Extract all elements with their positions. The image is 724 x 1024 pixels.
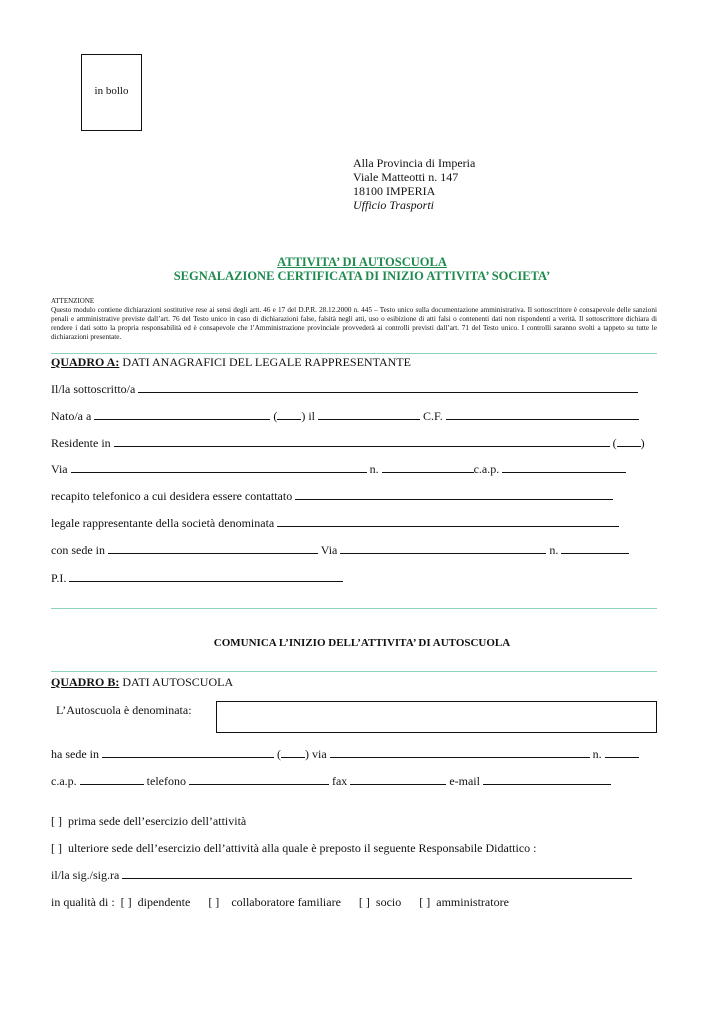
company-number-label: n. bbox=[549, 543, 559, 557]
company-street-field[interactable] bbox=[340, 543, 546, 554]
row-recapito bbox=[51, 489, 657, 503]
prov-open: ( bbox=[612, 436, 617, 450]
b-province-field[interactable] bbox=[281, 747, 305, 758]
quadro-b-heading bbox=[51, 675, 233, 690]
divider bbox=[51, 671, 657, 672]
residence-province-field[interactable] bbox=[617, 436, 641, 447]
birth-province-field[interactable] bbox=[277, 409, 301, 420]
row-via bbox=[51, 462, 657, 476]
row-residente bbox=[51, 436, 657, 450]
comunica-heading: COMUNICA L’INIZIO DELL’ATTIVITA’ DI AUTOSCUOLA bbox=[213, 637, 511, 649]
checkbox-amministratore[interactable]: [ ] bbox=[419, 895, 431, 909]
address-line-1: Alla Provincia di Imperia bbox=[353, 156, 476, 170]
dipendente-label: dipendente bbox=[137, 895, 191, 909]
birthdate-field[interactable] bbox=[318, 409, 420, 420]
address-line-2: Viale Matteotti n. 147 bbox=[353, 170, 459, 184]
autoscuola-name-field[interactable] bbox=[216, 701, 657, 733]
quadro-b-title: DATI AUTOSCUOLA bbox=[122, 675, 234, 689]
prov-close: ) bbox=[301, 409, 306, 423]
checkbox-socio[interactable]: [ ] bbox=[358, 895, 370, 909]
checkbox-prima-sede[interactable]: [ ] bbox=[51, 814, 62, 828]
b-phone-label: telefono bbox=[146, 774, 186, 788]
b-cap-field[interactable] bbox=[80, 774, 144, 785]
collaboratore-label: collaboratore familiare bbox=[231, 895, 341, 909]
stamp-label: in bollo bbox=[94, 85, 129, 97]
document-title-1: ATTIVITA’ DI AUTOSCUOLA bbox=[277, 255, 447, 269]
via-label: Via bbox=[51, 462, 68, 476]
cap-label: c.a.p. bbox=[473, 462, 500, 476]
row-legale bbox=[51, 516, 657, 530]
recapito-label: recapito telefonico a cui desidera essere contattato bbox=[51, 489, 293, 503]
cf-field[interactable] bbox=[446, 409, 639, 420]
sig-label: il/la sig./sig.ra bbox=[51, 868, 120, 882]
autoscuola-name-label: L’Autoscuola è denominata: bbox=[56, 703, 192, 717]
quadro-a-label: QUADRO A: bbox=[51, 355, 120, 369]
sede-label: con sede in bbox=[51, 543, 105, 557]
row-b-contacts bbox=[51, 774, 657, 788]
row-nato bbox=[51, 409, 657, 423]
number-label: n. bbox=[369, 462, 379, 476]
qualita-label: in qualità di : bbox=[51, 895, 115, 909]
row-sottoscritto bbox=[51, 382, 657, 396]
row-sig bbox=[51, 868, 657, 882]
notice-text: Questo modulo contiene dichiarazioni sostitutive rese ai sensi degli artt. 46 e 17 del D.P.R. 28.12.2000 n. 445 – Testo unico sulla documentazione amministrativa. Il sottoscrittore è consapevole delle sanzioni penali e amministrative previste dall’art. 76 del Testo unico in caso di dichiarazioni false, falsità negli atti, uso o esibizione di atti falsi o contenenti dati non rispondenti a verità. Il sottoscrittore dichiara di rendere i dati sotto la propria responsabilità ed è consapevole che l’Amministrazione provinciale provvederà ai controlli previsti dall’art. 71 del Testo unico. I controlli saranno svolti a tappeto su tutte le dichiarazioni presentate. bbox=[51, 306, 657, 341]
row-b-sede bbox=[51, 747, 657, 761]
divider bbox=[51, 608, 657, 609]
revenue-stamp-box bbox=[81, 54, 142, 131]
nato-label: Nato/a a bbox=[51, 409, 92, 423]
socio-label: socio bbox=[375, 895, 402, 909]
prov-close: ) bbox=[640, 436, 645, 450]
b-fax-label: fax bbox=[331, 774, 348, 788]
residente-label: Residente in bbox=[51, 436, 111, 450]
divider bbox=[51, 353, 657, 354]
pi-label: P.I. bbox=[51, 571, 67, 585]
b-email-label: e-mail bbox=[449, 774, 480, 788]
company-city-field[interactable] bbox=[108, 543, 318, 554]
birthplace-field[interactable] bbox=[94, 409, 270, 420]
prov-close: ) bbox=[304, 747, 309, 761]
responsabile-name-field[interactable] bbox=[122, 868, 632, 879]
prov-open: ( bbox=[276, 747, 281, 761]
document-title-2: SEGNALAZIONE CERTIFICATA DI INIZIO ATTIVITA’ SOCIETA’ bbox=[173, 269, 551, 283]
street-field[interactable] bbox=[71, 462, 367, 473]
checkbox-collaboratore[interactable]: [ ] bbox=[208, 895, 220, 909]
recipient-address bbox=[353, 156, 475, 212]
notice-heading: ATTENZIONE bbox=[51, 297, 95, 305]
company-name-field[interactable] bbox=[277, 516, 619, 527]
cap-field[interactable] bbox=[502, 462, 626, 473]
vat-field[interactable] bbox=[69, 571, 343, 582]
address-line-4: Ufficio Trasporti bbox=[353, 198, 435, 212]
legale-label: legale rappresentante della società denominata bbox=[51, 516, 275, 530]
b-email-field[interactable] bbox=[483, 774, 611, 785]
checkbox-ulteriore-sede[interactable]: [ ] bbox=[51, 841, 62, 855]
b-phone-field[interactable] bbox=[189, 774, 329, 785]
b-cap-label: c.a.p. bbox=[51, 774, 77, 788]
b-number-field[interactable] bbox=[605, 747, 639, 758]
sottoscritto-label: Il/la sottoscritto/a bbox=[51, 382, 136, 396]
option-prima-sede[interactable] bbox=[51, 814, 657, 828]
ulteriore-sede-label: ulteriore sede dell’esercizio dell’attività alla quale è preposto il seguente Responsabile Didattico : bbox=[68, 841, 537, 855]
b-street-field[interactable] bbox=[330, 747, 590, 758]
b-fax-field[interactable] bbox=[350, 774, 446, 785]
street-number-field[interactable] bbox=[382, 462, 474, 473]
b-number-label: n. bbox=[592, 747, 602, 761]
quadro-b-label: QUADRO B: bbox=[51, 675, 120, 689]
address-line-3: 18100 IMPERIA bbox=[353, 184, 436, 198]
il-label: il bbox=[308, 409, 315, 423]
option-ulteriore-sede[interactable] bbox=[51, 841, 657, 855]
checkbox-dipendente[interactable]: [ ] bbox=[120, 895, 132, 909]
company-via-label: Via bbox=[320, 543, 338, 557]
b-sede-label: ha sede in bbox=[51, 747, 99, 761]
sottoscritto-field[interactable] bbox=[138, 382, 638, 393]
prima-sede-label: prima sede dell’esercizio dell’attività bbox=[68, 814, 247, 828]
b-city-field[interactable] bbox=[102, 747, 274, 758]
quadro-a-title: DATI ANAGRAFICI DEL LEGALE RAPPRESENTANTE bbox=[122, 355, 411, 369]
phone-contact-field[interactable] bbox=[295, 489, 613, 500]
cf-label: C.F. bbox=[422, 409, 443, 423]
amministratore-label: amministratore bbox=[436, 895, 509, 909]
quadro-a-heading bbox=[51, 355, 411, 370]
prov-open: ( bbox=[273, 409, 278, 423]
company-number-field[interactable] bbox=[561, 543, 629, 554]
b-via-label: via bbox=[311, 747, 327, 761]
row-pi bbox=[51, 571, 657, 585]
row-qualita bbox=[51, 895, 657, 909]
residence-field[interactable] bbox=[114, 436, 610, 447]
row-sede bbox=[51, 543, 657, 557]
